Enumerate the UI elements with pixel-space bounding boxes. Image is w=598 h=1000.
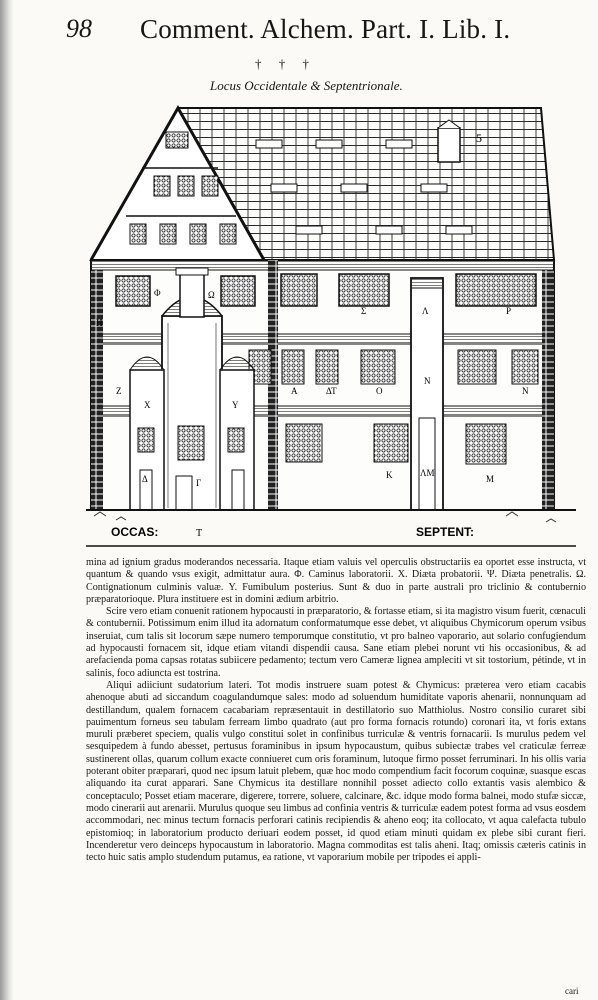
running-head: Comment. Alchem. Part. I. Lib. I. bbox=[140, 14, 511, 44]
letter-zeta: Z bbox=[116, 386, 122, 396]
letter-phi: Φ bbox=[154, 288, 161, 298]
paragraph: Aliqui adiiciunt sudatorium lateri. Tot modis instruere suam potest & Chymicus: præterea vero etiam cacabis ahenoque abuti ad siccandum coagulandumque sales: modo ad soluendum humiditate vaporis ahenarii, nonnunquam ad destillandum, qualem fornacem cacabariam repræsentauit in destillatorio suo Matthiolus. Nostro consilio curaret sibi pauimentum forneus seu tabulam ferream limbo quadrato (aut pro forma fornacis rotundo) coronari ita, vt foris extans muruli præberet speciem, qualis vulgo constitui solet in confinibus turriculæ & ventris fornacarii. Is murulus pedem vel sesquipedem à fundo abesset, pertusus foraminibus in ipsum hypocaustum, quibus subiectæ trabes vel craticulæ ferreæ sustinerent ollas, quarum collum exacte conniueret cum oris foraminum, lutoque firmo posset ferruminari. In his ollis varia poterant obiter præparari, quod nec ipsum latuit plebem, quæ hoc modo compendium facit focorum coquinæ, suasque escas aliquando ita curat apparari. Sane Chymicus ita destillare nonnihil posset adiecto collo extantis vasis alembico & conceptaculo; Posset etiam macerare, digerere, torrere, soluere, calcinare, &c. idque modo forma balnei, modo stufæ siccæ, modo cinerarii aut arenarii. Murulus quoque seu limbus ad confinia ventris & turriculæ eadem potest forma ad vsus eosdem accommodari, nec minus tectum fornacis perforari catinis recipiendis & aheno eoq; ita collocato, vt aqua calefacta tubulo epistomioq; in laboratorium producto deriuari eodem posset, id quod etiam minuti quidam ex plebe sibi curant fieri. Incenderetur vero deinceps hypocaustum in laboratorio. Magna commoditas est talis aheni. Itaq; omissis cæteris catinis in tecto huic satis amplo studendum putamus, ea ratione, vt vaporarium mobile per tripodes ei appli- bbox=[86, 679, 586, 864]
letter-lambda: Λ bbox=[422, 306, 429, 316]
body-text bbox=[86, 557, 586, 864]
letter-mu: M bbox=[486, 474, 495, 484]
letter-a: A bbox=[291, 386, 298, 396]
letter-chi: X bbox=[144, 400, 151, 410]
letter-kappa: Κ bbox=[386, 470, 393, 480]
west-letter: T bbox=[196, 528, 203, 539]
letter-omega: Ω bbox=[208, 290, 215, 300]
corner-number: 5 bbox=[476, 131, 482, 145]
woodcut-building-plate bbox=[86, 98, 576, 548]
plate-title: Locus Occidentale & Septentrionale. bbox=[210, 78, 403, 93]
paragraph: Scire vero etiam conuenit rationem hypocausti in præparatorio, & fortasse etiam, si ita magistro visum fuerit, cœnaculi & contubernii. Potissimum enim illud ita adornatum conformatumque esse debet, vt aliquibus Chymicorum operum vsibus inseruiat, cum talis sit locorum sæpe numero temporumque constitutio, vt pro balneo vaporario, aut solario confugiendum ad hypocausti fornacem sit, idque etiam vitandi dispendii causa. Sane etiam plebei norunt vti his occasionibus, & ad arefacienda poma capsas rotatas subiicere pedamento; tectum vero Cameræ lignea ampleciti vt sit tostorium, pétinde, vt in salinis, foco adiuncta est tostrina. bbox=[86, 606, 586, 679]
letter-lambda-mu: ΛΜ bbox=[420, 468, 435, 478]
letter-gamma: Γ bbox=[196, 478, 202, 488]
letter-omicron: Ο bbox=[376, 386, 383, 396]
paragraph: mina ad ignium gradus moderandos necessaria. Itaque etiam valuis vel operculis obstructariis ea oportet esse instructa, vt quantum & quando vsus exigit, admittatur aura. Φ. Caminus laboratorii. X. Diæta probatorii. Ψ. Diæta penetralis. Ω. Contignationum culminis valuæ. Υ. Fumibulum posterius. Sunt & duo in parte australi pro triclinio & contubernio præparatorioque. Plura instituere est in domini ædium arbitrio. bbox=[86, 557, 586, 605]
letter-sigma: Σ bbox=[361, 306, 367, 316]
letter-nu-tower: N bbox=[424, 376, 431, 386]
letter-h: H bbox=[96, 318, 103, 328]
letter-delta-tau: ΔΤ bbox=[326, 386, 337, 396]
gutter-shadow bbox=[0, 0, 14, 1000]
letter-delta: Δ bbox=[142, 474, 148, 484]
page-number: 98 bbox=[66, 14, 92, 43]
west-label: OCCAS: bbox=[111, 525, 159, 539]
catchword: cari bbox=[565, 986, 579, 996]
section-marks: † † † bbox=[255, 56, 309, 71]
north-label: SEPTENT: bbox=[416, 525, 475, 539]
letter-upsilon: Y bbox=[232, 400, 239, 410]
letter-rho: P bbox=[506, 306, 512, 316]
letter-nu: Ν bbox=[522, 386, 529, 396]
